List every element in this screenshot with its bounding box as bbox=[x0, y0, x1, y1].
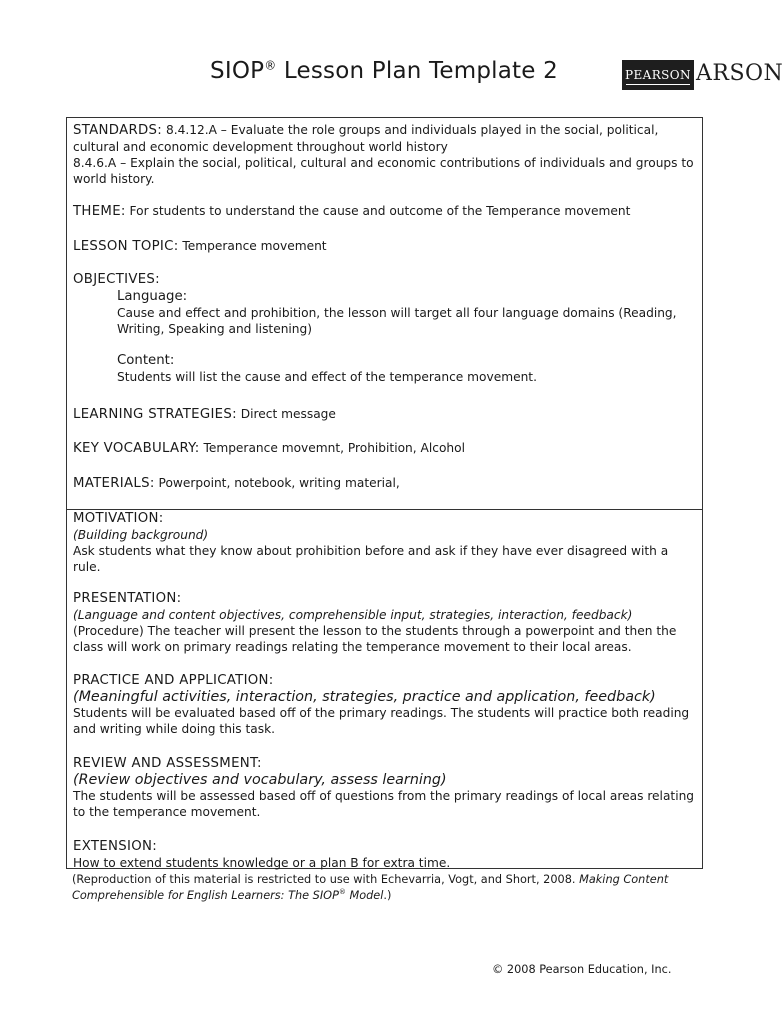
strategies-block bbox=[73, 406, 696, 423]
logo-box: PEARSON bbox=[622, 60, 694, 90]
practice-block bbox=[73, 673, 696, 737]
topic-block bbox=[73, 238, 696, 255]
materials-label: MATERIALS: bbox=[73, 476, 155, 491]
review-label: REVIEW AND ASSESSMENT: bbox=[73, 756, 262, 771]
language-text: Cause and effect and prohibition, the lesson will target all four language domains (Reading, Writing, Speaking and listening) bbox=[117, 306, 677, 336]
logo-tail: ARSON bbox=[696, 61, 783, 86]
extension-text: How to extend students knowledge or a plan B for extra time. bbox=[73, 856, 451, 870]
page-title: SIOP® Lesson Plan Template 2 bbox=[210, 58, 558, 84]
content-label: Content: bbox=[117, 353, 175, 368]
practice-label: PRACTICE AND APPLICATION: bbox=[73, 673, 274, 688]
review-block bbox=[73, 756, 696, 820]
objectives-label: OBJECTIVES: bbox=[73, 272, 160, 287]
practice-text: Students will be evaluated based off of the primary readings. The students will practice both reading and writing while doing this task. bbox=[73, 706, 690, 736]
motivation-subtitle: (Building background) bbox=[73, 528, 209, 542]
extension-label: EXTENSION: bbox=[73, 839, 158, 854]
motivation-block bbox=[73, 511, 696, 575]
lesson-plan-table bbox=[66, 117, 703, 869]
vocabulary-value: Temperance movemnt, Prohibition, Alcohol bbox=[199, 441, 465, 455]
presentation-subtitle: (Language and content objectives, comprehensible input, strategies, interaction, feedback) bbox=[73, 608, 633, 622]
vocabulary-block bbox=[73, 440, 696, 457]
objectives-block bbox=[73, 272, 696, 385]
reproduction-note: (Reproduction of this material is restricted to use with Echevarria, Vogt, and Short, 2008. Making Content Comprehensible for English Learners: The SIOP® Model.) bbox=[72, 873, 669, 902]
standards-block bbox=[73, 122, 696, 187]
motivation-label: MOTIVATION: bbox=[73, 511, 164, 526]
language-label: Language: bbox=[117, 289, 188, 304]
extension-block bbox=[73, 839, 696, 871]
motivation-text: Ask students what they know about prohibition before and ask if they have ever disagreed with a rule. bbox=[73, 544, 669, 574]
topic-label: LESSON TOPIC: bbox=[73, 239, 179, 254]
practice-subtitle: (Meaningful activities, interaction, strategies, practice and application, feedback) bbox=[73, 689, 656, 705]
topic-value: Temperance movement bbox=[178, 239, 327, 253]
content-text: Students will list the cause and effect of the temperance movement. bbox=[117, 370, 537, 384]
review-subtitle: (Review objectives and vocabulary, assess learning) bbox=[73, 772, 447, 788]
presentation-text: (Procedure) The teacher will present the lesson to the students through a powerpoint and then the class will work on primary readings relating the temperance movement to their local areas. bbox=[73, 624, 677, 654]
section-divider bbox=[67, 509, 702, 510]
presentation-block bbox=[73, 591, 696, 655]
copyright-notice: © 2008 Pearson Education, Inc. bbox=[492, 963, 672, 976]
materials-block bbox=[73, 475, 696, 492]
pearson-logo bbox=[622, 54, 783, 98]
strategies-value: Direct message bbox=[236, 407, 336, 421]
vocabulary-label: KEY VOCABULARY: bbox=[73, 441, 200, 456]
standards-label: STANDARDS: bbox=[73, 123, 163, 138]
strategies-label: LEARNING STRATEGIES: bbox=[73, 407, 237, 422]
theme-label: THEME: bbox=[73, 204, 126, 219]
presentation-label: PRESENTATION: bbox=[73, 591, 182, 606]
materials-value: Powerpoint, notebook, writing material, bbox=[154, 476, 400, 490]
review-text: The students will be assessed based off of questions from the primary readings of local areas relating to the temperance movement. bbox=[73, 789, 695, 819]
theme-value: For students to understand the cause and outcome of the Temperance movement bbox=[125, 204, 631, 218]
standards-line2: 8.4.6.A – Explain the social, political, cultural and economic contributions of individuals and groups to world history. bbox=[73, 156, 694, 186]
standards-line1: 8.4.12.A – Evaluate the role groups and individuals played in the social, political, cultural and economic development throughout world history bbox=[73, 123, 659, 154]
theme-block bbox=[73, 203, 696, 220]
